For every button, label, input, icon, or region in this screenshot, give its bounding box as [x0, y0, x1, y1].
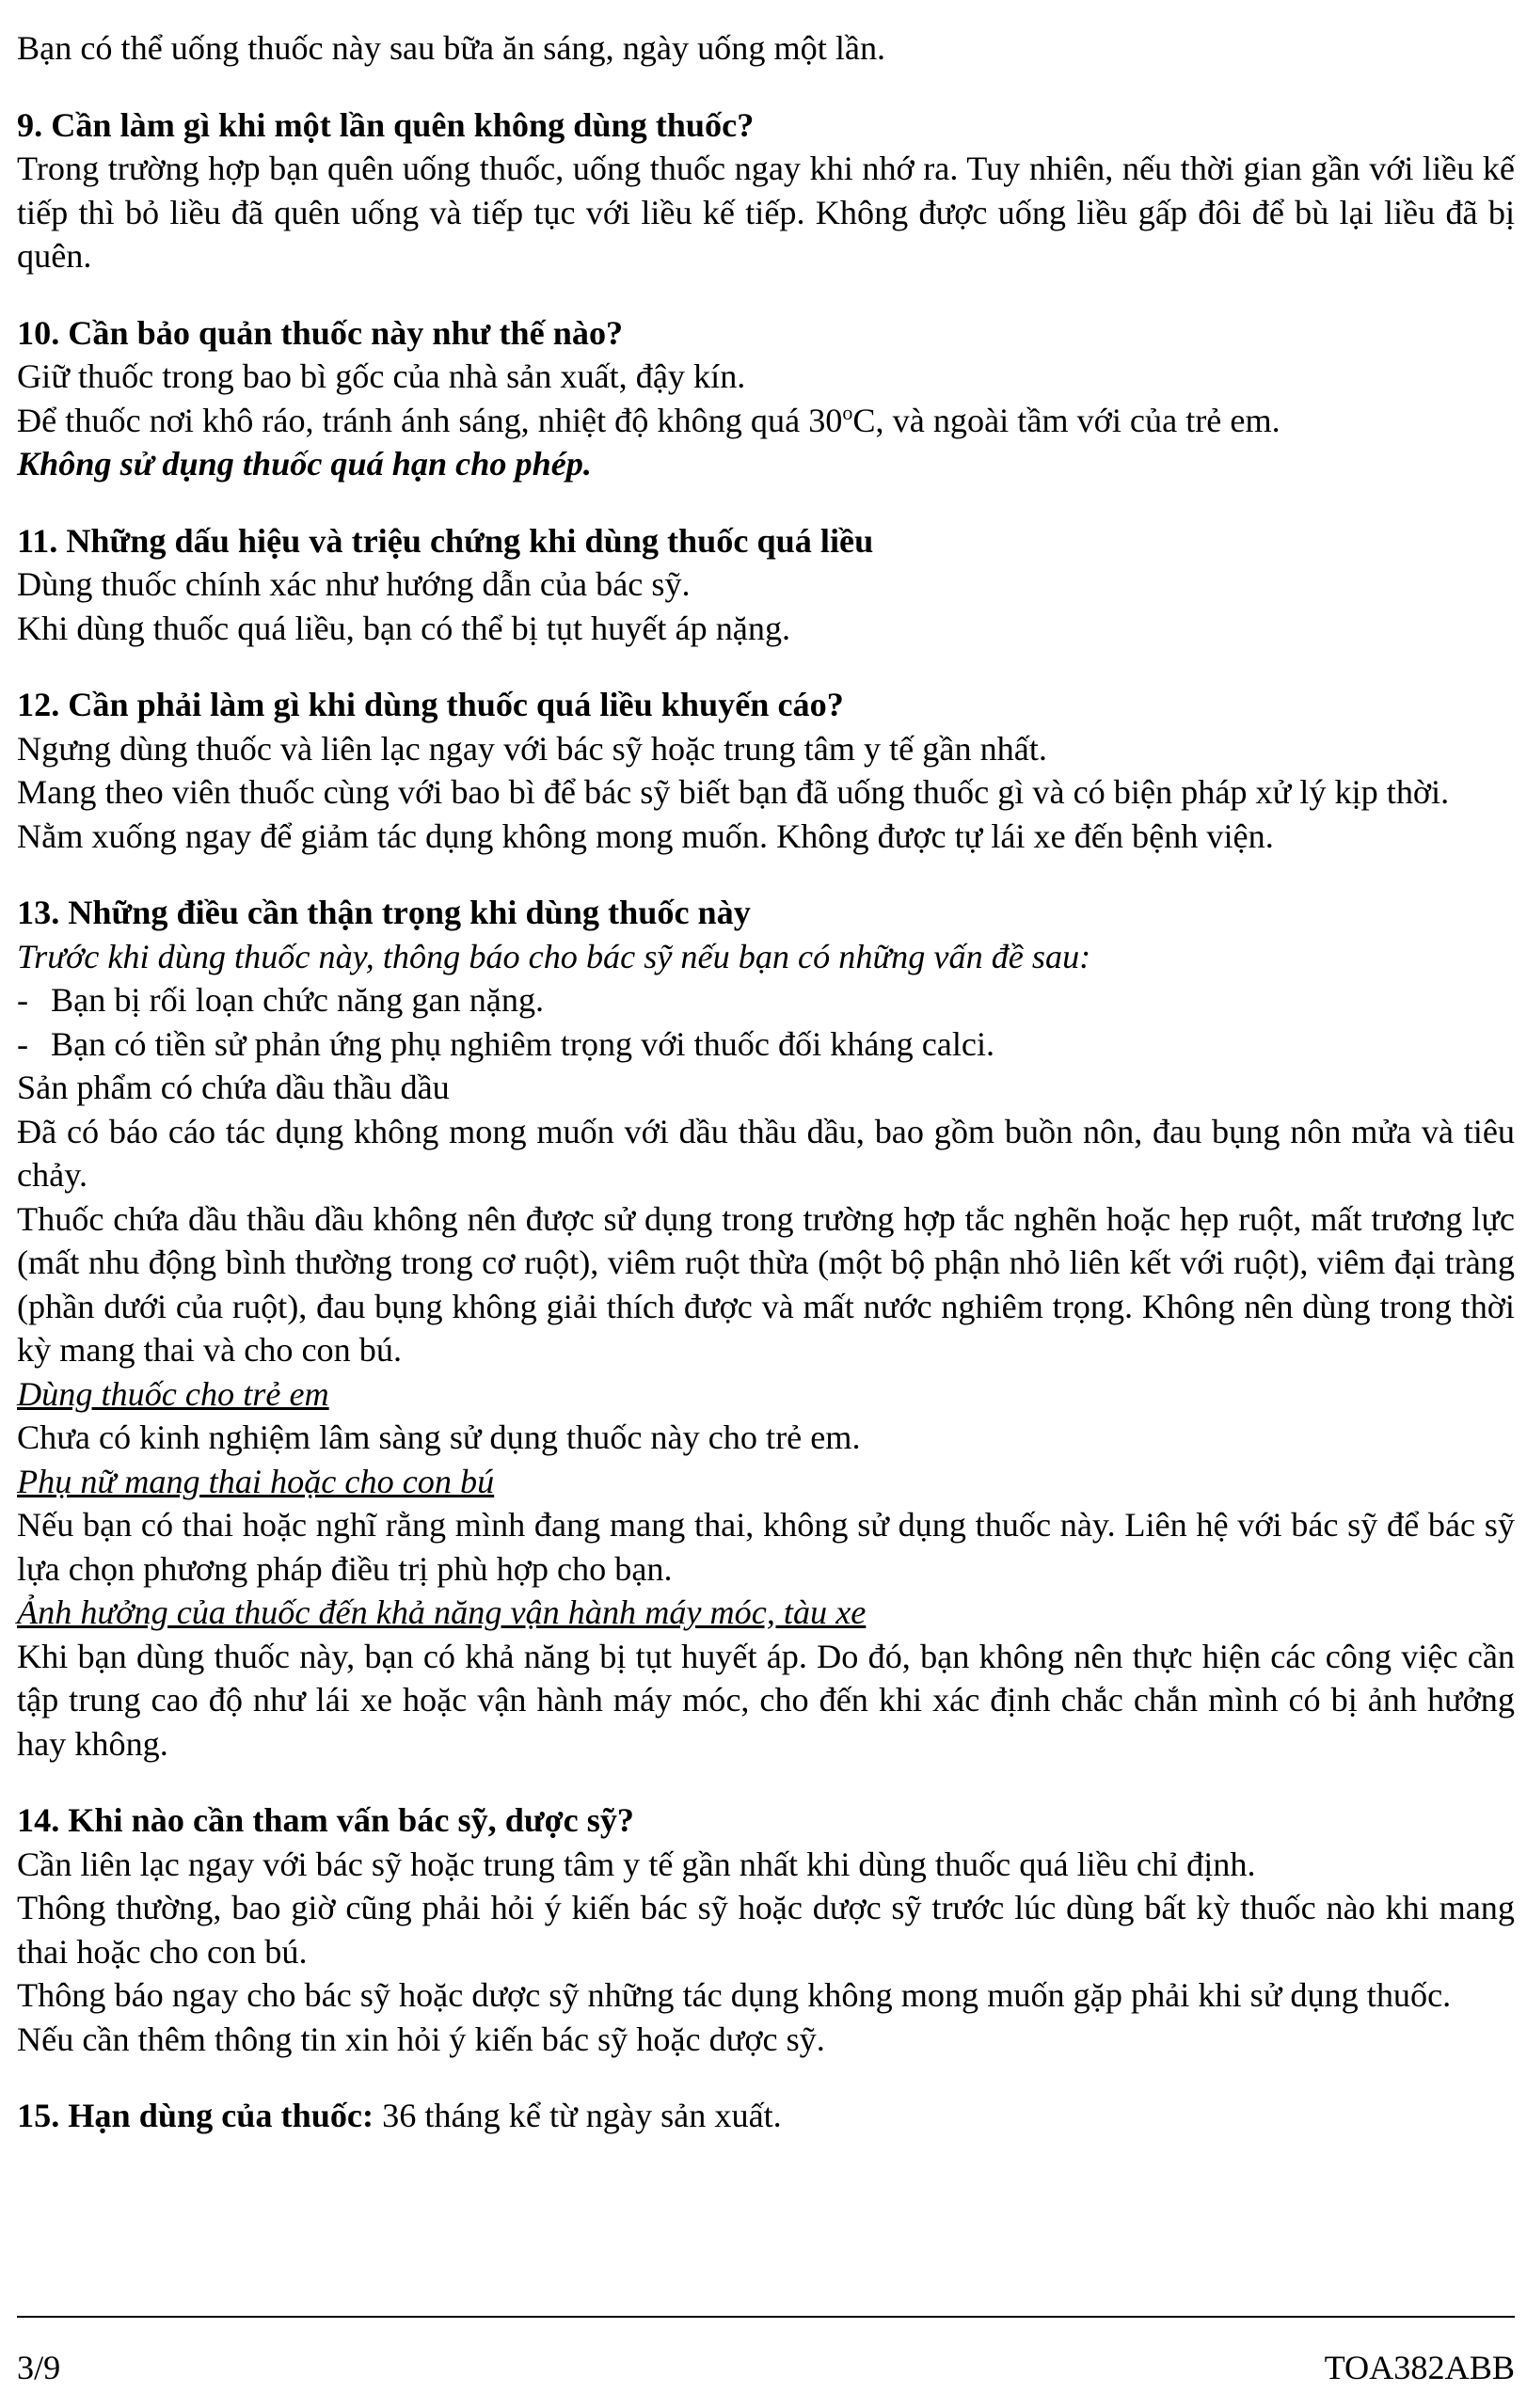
dosage-instruction: Bạn có thể uống thuốc này sau bữa ăn sáng, ngày uống một lần.	[17, 29, 886, 67]
section-14-line-1: Cần liên lạc ngay với bác sỹ hoặc trung tâm y tế gần nhất khi dùng thuốc quá liều chỉ định.	[17, 1845, 1256, 1883]
section-14-heading: 14. Khi nào cần tham vấn bác sỹ, dược sỹ?	[17, 1801, 635, 1839]
bullet-text: Bạn có tiền sử phản ứng phụ nghiêm trọng với thuốc đối kháng calci.	[51, 1024, 995, 1063]
section-12-line-3: Nằm xuống ngay để giảm tác dụng không mong muốn. Không được tự lái xe đến bệnh viện.	[17, 816, 1274, 855]
bullet-dash: -	[17, 1024, 29, 1063]
section-10-line-2-end: C, và ngoài tầm với của trẻ em.	[852, 401, 1280, 439]
section-11-line-2: Khi dùng thuốc quá liều, bạn có thể bị tụt huyết áp nặng.	[17, 609, 791, 647]
section-12-line-1: Ngưng dùng thuốc và liên lạc ngay với bác sỹ hoặc trung tâm y tế gần nhất.	[17, 729, 1047, 768]
document-code: TOA382ABB	[1324, 2349, 1515, 2386]
bullet-dash: -	[17, 981, 29, 1019]
section-10-line-2	[17, 399, 1515, 443]
footer-divider	[17, 2316, 1515, 2318]
section-13-heading: 13. Những điều cần thận trọng khi dùng thuốc này	[17, 894, 751, 931]
castor-oil-paragraph-2: Thuốc chứa dầu thầu dầu không nên được sử dụng trong trường hợp tắc nghẽn hoặc hẹp ruột, mất trương lực (mất nhu động bình thường trong cơ ruột), viêm ruột thừa (một bộ phận nhỏ liên kết với ruột), viêm đại tràng (phần dưới của ruột), đau bụng không giải thích được và mất nước nghiêm trọng. Không nên dùng trong thời kỳ mang thai và cho con bú.	[17, 1199, 1515, 1369]
page-number: 3/9	[17, 2349, 61, 2386]
section-11-heading: 11. Những dấu hiệu và triệu chứng khi dùng thuốc quá liều	[17, 521, 874, 560]
section-15	[17, 2094, 1515, 2138]
bullet-item	[17, 978, 1515, 1022]
section-15-label: 15. Hạn dùng của thuốc:	[17, 2097, 374, 2134]
machinery-body: Khi bạn dùng thuốc này, bạn có khả năng bị tụt huyết áp. Do đó, bạn không nên thực hiện các công việc cần tập trung cao độ như lái xe hoặc vận hành máy móc, cho đến khi xác định chắc chắn mình có bị ảnh hưởng hay không.	[17, 1637, 1515, 1763]
section-10-warning: Không sử dụng thuốc quá hạn cho phép.	[17, 445, 592, 483]
section-9-heading: 9. Cần làm gì khi một lần quên không dùng thuốc?	[17, 105, 755, 144]
pregnancy-subheading: Phụ nữ mang thai hoặc cho con bú	[17, 1462, 495, 1500]
section-11-line-1: Dùng thuốc chính xác như hướng dẫn của bác sỹ.	[17, 565, 691, 603]
section-10-line-1: Giữ thuốc trong bao bì gốc của nhà sản xuất, đậy kín.	[17, 357, 746, 395]
pregnancy-body: Nếu bạn có thai hoặc nghĩ rằng mình đang mang thai, không sử dụng thuốc này. Liên hệ với bác sỹ để bác sỹ lựa chọn phương pháp điều trị phù hợp cho bạn.	[17, 1506, 1515, 1588]
section-12-heading: 12. Cần phải làm gì khi dùng thuốc quá liều khuyến cáo?	[17, 686, 844, 723]
machinery-subheading: Ảnh hưởng của thuốc đến khả năng vận hành máy móc, tàu xe	[17, 1593, 867, 1631]
section-10-heading: 10. Cần bảo quản thuốc này như thế nào?	[17, 313, 624, 352]
bullet-text: Bạn bị rối loạn chức năng gan nặng.	[51, 981, 545, 1019]
children-subheading: Dùng thuốc cho trẻ em	[17, 1374, 329, 1413]
section-10-line-2-text: Để thuốc nơi khô ráo, tránh ánh sáng, nhiệt độ không quá 30	[17, 401, 843, 439]
degree-superscript: o	[842, 400, 853, 424]
section-14-line-4: Nếu cần thêm thông tin xin hỏi ý kiến bác sỹ hoặc dược sỹ.	[17, 2020, 825, 2058]
bullet-item	[17, 1022, 1515, 1067]
castor-oil-paragraph-1: Đã có báo cáo tác dụng không mong muốn với dầu thầu dầu, bao gồm buồn nôn, đau bụng nôn mửa và tiêu chảy.	[17, 1112, 1515, 1194]
children-body: Chưa có kinh nghiệm lâm sàng sử dụng thuốc này cho trẻ em.	[17, 1418, 861, 1456]
section-12-line-2: Mang theo viên thuốc cùng với bao bì để bác sỹ biết bạn đã uống thuốc gì và có biện pháp xử lý kịp thời.	[17, 773, 1450, 811]
castor-oil-title: Sản phẩm có chứa dầu thầu dầu	[17, 1069, 450, 1106]
section-13-intro: Trước khi dùng thuốc này, thông báo cho bác sỹ nếu bạn có những vấn đề sau:	[17, 937, 1091, 975]
document-page	[17, 26, 1515, 2138]
section-9-body: Trong trường hợp bạn quên uống thuốc, uống thuốc ngay khi nhớ ra. Tuy nhiên, nếu thời gian gần với liều kế tiếp thì bỏ liều đã quên uống và tiếp tục với liều kế tiếp. Không được uống liều gấp đôi để bù lại liều đã bị quên.	[17, 150, 1515, 275]
page-footer	[17, 2346, 1515, 2389]
section-14-line-3: Thông báo ngay cho bác sỹ hoặc dược sỹ những tác dụng không mong muốn gặp phải khi sử dụng thuốc.	[17, 1976, 1452, 2014]
section-14-line-2: Thông thường, bao giờ cũng phải hỏi ý kiến bác sỹ hoặc dược sỹ trước lúc dùng bất kỳ thuốc nào khi mang thai hoặc cho con bú.	[17, 1889, 1515, 1971]
section-15-value: 36 tháng kể từ ngày sản xuất.	[374, 2097, 782, 2134]
